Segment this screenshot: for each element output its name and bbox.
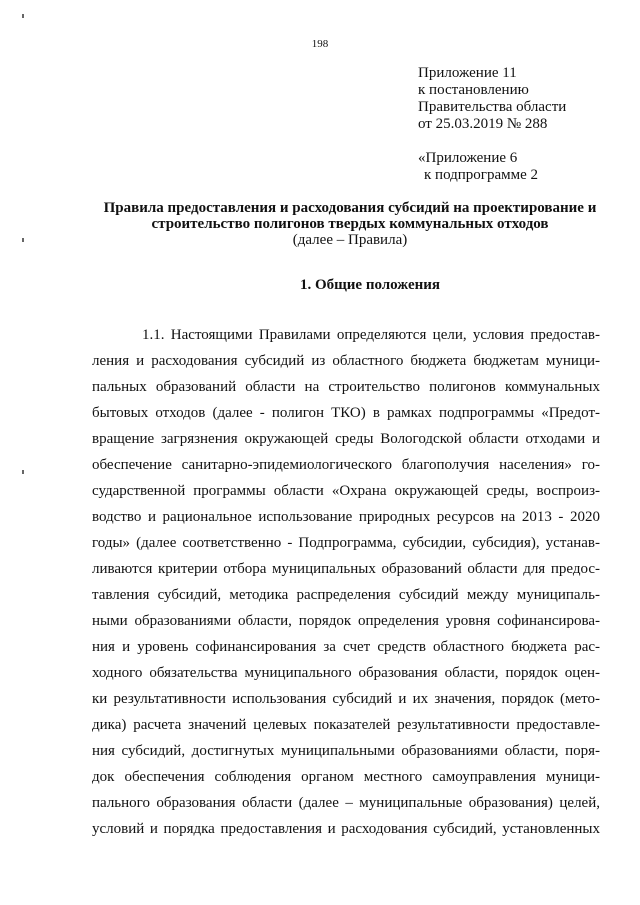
paragraph [92, 322, 600, 842]
document-title [80, 200, 620, 248]
title-line-2: строительство полигонов твердых коммунальных отходов [151, 216, 549, 232]
appendix-line: Приложение 11 [418, 65, 517, 81]
scan-mark [22, 238, 24, 242]
paragraph-line: 1.1. Настоящими Правилами определяются цели, условия предостав- [142, 327, 600, 343]
appendix-line: «Приложение 6 [418, 150, 518, 166]
paragraph-line: ными образованиями области, порядок определения уровня софинансирова- [92, 613, 600, 629]
paragraph-line: условий и порядка предоставления и расходования субсидий, установленных [92, 821, 600, 837]
paragraph-line: тавления субсидий, методика распределения субсидий между муниципаль- [92, 587, 600, 603]
paragraph-line: вращение загрязнения окружающей среды Вологодской области отходами и [92, 431, 600, 447]
page-number: 198 [311, 38, 329, 50]
paragraph-line: пального образования области (далее – муниципальные образования) целей, [92, 795, 600, 811]
paragraph-line: пальных образований области на строительство полигонов коммунальных [92, 379, 600, 395]
paragraph-line: ливаются критерии отбора муниципальных образований области для предос- [92, 561, 600, 577]
paragraph-line: ния субсидий, достигнутых муниципальными образованиями области, поря- [92, 743, 600, 759]
title-line-1: Правила предоставления и расходования субсидий на проектирование и [103, 200, 597, 216]
appendix-line: Правительства области [418, 99, 567, 115]
appendix-line: от 25.03.2019 № 288 [418, 116, 548, 132]
paragraph-line: док обеспечения соблюдения органом местного самоуправления муници- [92, 769, 600, 785]
paragraph-line: бытовых отходов (далее - полигон ТКО) в рамках подпрограммы «Предот- [92, 405, 600, 421]
paragraph-line: ления и расходования субсидий из областного бюджета бюджетам муници- [92, 353, 600, 369]
paragraph-line: дика) расчета значений целевых показателей результативности предоставле- [92, 717, 600, 733]
appendix-block [418, 65, 566, 133]
paragraph-line: обеспечение санитарно-эпидемиологического благополучия населения» го- [92, 457, 600, 473]
paragraph-line: ходного обязательства муниципального образования области, порядок оцен- [92, 665, 600, 681]
paragraph-line: сударственной программы области «Охрана окружающей среды, воспроиз- [92, 483, 600, 499]
appendix-block-2 [418, 150, 538, 184]
paragraph-line: водство и рациональное использование природных ресурсов на 2013 - 2020 [92, 509, 600, 525]
scan-mark [22, 470, 24, 474]
paragraph-line: ки результативности использования субсидий и их значения, порядок (мето- [92, 691, 600, 707]
paragraph-line: годы» (далее соответственно - Подпрограмма, субсидии, субсидия), устанав- [92, 535, 600, 551]
scan-mark [22, 14, 24, 18]
title-line-3: (далее – Правила) [292, 232, 408, 248]
appendix-line: к постановлению [418, 82, 529, 98]
paragraph-line: ния и уровень софинансирования за счет средств областного бюджета рас- [92, 639, 600, 655]
appendix-line: к подпрограмме 2 [424, 167, 538, 183]
section-heading: 1. Общие положения [299, 277, 441, 293]
